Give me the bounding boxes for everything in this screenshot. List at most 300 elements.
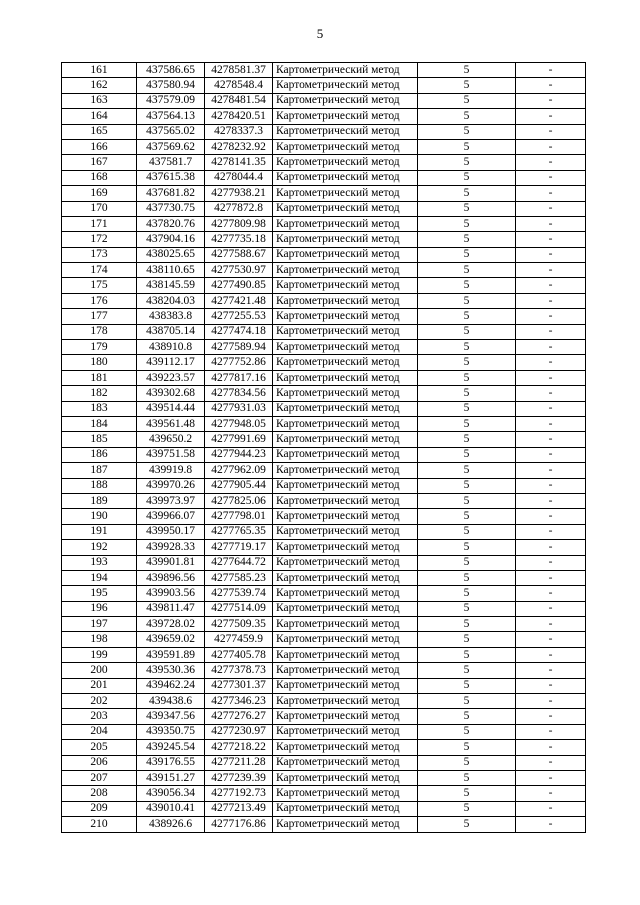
table-row — [62, 647, 586, 662]
point-number-cell: 203 — [62, 709, 137, 724]
method-cell: Картометрический метод — [273, 647, 418, 662]
y-coordinate-cell: 4277944.23 — [205, 447, 273, 462]
method-cell: Картометрический метод — [273, 801, 418, 816]
point-number-cell: 190 — [62, 509, 137, 524]
note-cell: - — [516, 124, 586, 139]
point-number-cell: 201 — [62, 678, 137, 693]
method-cell: Картометрический метод — [273, 786, 418, 801]
x-coordinate-cell: 439350.75 — [137, 724, 205, 739]
point-number-cell: 171 — [62, 216, 137, 231]
accuracy-cell: 5 — [418, 540, 516, 555]
point-number-cell: 164 — [62, 109, 137, 124]
y-coordinate-cell: 4277509.35 — [205, 617, 273, 632]
method-cell: Картометрический метод — [273, 617, 418, 632]
y-coordinate-cell: 4277644.72 — [205, 555, 273, 570]
table-row — [62, 678, 586, 693]
y-coordinate-cell: 4277301.37 — [205, 678, 273, 693]
y-coordinate-cell: 4277588.67 — [205, 247, 273, 262]
y-coordinate-cell: 4278232.92 — [205, 139, 273, 154]
point-number-cell: 182 — [62, 386, 137, 401]
method-cell: Картометрический метод — [273, 309, 418, 324]
table-row — [62, 617, 586, 632]
x-coordinate-cell: 439514.44 — [137, 401, 205, 416]
accuracy-cell: 5 — [418, 386, 516, 401]
table-row — [62, 186, 586, 201]
note-cell: - — [516, 263, 586, 278]
table-row — [62, 93, 586, 108]
y-coordinate-cell: 4277239.39 — [205, 770, 273, 785]
note-cell: - — [516, 401, 586, 416]
point-number-cell: 199 — [62, 647, 137, 662]
x-coordinate-cell: 438025.65 — [137, 247, 205, 262]
method-cell: Картометрический метод — [273, 263, 418, 278]
point-number-cell: 185 — [62, 432, 137, 447]
y-coordinate-cell: 4278581.37 — [205, 63, 273, 78]
note-cell: - — [516, 770, 586, 785]
x-coordinate-cell: 439919.8 — [137, 463, 205, 478]
table-row — [62, 324, 586, 339]
x-coordinate-cell: 439928.33 — [137, 540, 205, 555]
accuracy-cell: 5 — [418, 247, 516, 262]
note-cell: - — [516, 63, 586, 78]
accuracy-cell: 5 — [418, 78, 516, 93]
point-number-cell: 205 — [62, 740, 137, 755]
method-cell: Картометрический метод — [273, 755, 418, 770]
note-cell: - — [516, 786, 586, 801]
table-row — [62, 770, 586, 785]
x-coordinate-cell: 437581.7 — [137, 155, 205, 170]
accuracy-cell: 5 — [418, 447, 516, 462]
note-cell: - — [516, 647, 586, 662]
point-number-cell: 172 — [62, 232, 137, 247]
x-coordinate-cell: 439973.97 — [137, 493, 205, 508]
point-number-cell: 178 — [62, 324, 137, 339]
method-cell: Картометрический метод — [273, 524, 418, 539]
table-row — [62, 632, 586, 647]
y-coordinate-cell: 4278044.4 — [205, 170, 273, 185]
note-cell: - — [516, 555, 586, 570]
y-coordinate-cell: 4277459.9 — [205, 632, 273, 647]
x-coordinate-cell: 439530.36 — [137, 663, 205, 678]
method-cell: Картометрический метод — [273, 293, 418, 308]
method-cell: Картометрический метод — [273, 694, 418, 709]
point-number-cell: 197 — [62, 617, 137, 632]
note-cell: - — [516, 370, 586, 385]
y-coordinate-cell: 4277834.56 — [205, 386, 273, 401]
note-cell: - — [516, 463, 586, 478]
y-coordinate-cell: 4278141.35 — [205, 155, 273, 170]
note-cell: - — [516, 278, 586, 293]
accuracy-cell: 5 — [418, 786, 516, 801]
accuracy-cell: 5 — [418, 709, 516, 724]
x-coordinate-cell: 439176.55 — [137, 755, 205, 770]
method-cell: Картометрический метод — [273, 817, 418, 832]
table-row — [62, 463, 586, 478]
note-cell: - — [516, 694, 586, 709]
x-coordinate-cell: 437565.02 — [137, 124, 205, 139]
accuracy-cell: 5 — [418, 463, 516, 478]
y-coordinate-cell: 4277230.97 — [205, 724, 273, 739]
accuracy-cell: 5 — [418, 309, 516, 324]
point-number-cell: 162 — [62, 78, 137, 93]
accuracy-cell: 5 — [418, 694, 516, 709]
table-row — [62, 109, 586, 124]
accuracy-cell: 5 — [418, 586, 516, 601]
accuracy-cell: 5 — [418, 801, 516, 816]
accuracy-cell: 5 — [418, 155, 516, 170]
y-coordinate-cell: 4277825.06 — [205, 493, 273, 508]
method-cell: Картометрический метод — [273, 324, 418, 339]
method-cell: Картометрический метод — [273, 632, 418, 647]
note-cell: - — [516, 524, 586, 539]
x-coordinate-cell: 439591.89 — [137, 647, 205, 662]
point-number-cell: 183 — [62, 401, 137, 416]
accuracy-cell: 5 — [418, 201, 516, 216]
x-coordinate-cell: 439659.02 — [137, 632, 205, 647]
x-coordinate-cell: 439347.56 — [137, 709, 205, 724]
x-coordinate-cell: 437730.75 — [137, 201, 205, 216]
y-coordinate-cell: 4277539.74 — [205, 586, 273, 601]
x-coordinate-cell: 438926.6 — [137, 817, 205, 832]
accuracy-cell: 5 — [418, 401, 516, 416]
method-cell: Картометрический метод — [273, 139, 418, 154]
note-cell: - — [516, 139, 586, 154]
method-cell: Картометрический метод — [273, 370, 418, 385]
x-coordinate-cell: 439245.54 — [137, 740, 205, 755]
x-coordinate-cell: 439728.02 — [137, 617, 205, 632]
y-coordinate-cell: 4277421.48 — [205, 293, 273, 308]
method-cell: Картометрический метод — [273, 63, 418, 78]
point-number-cell: 168 — [62, 170, 137, 185]
y-coordinate-cell: 4277378.73 — [205, 663, 273, 678]
x-coordinate-cell: 437579.09 — [137, 93, 205, 108]
accuracy-cell: 5 — [418, 524, 516, 539]
method-cell: Картометрический метод — [273, 709, 418, 724]
x-coordinate-cell: 439811.47 — [137, 601, 205, 616]
method-cell: Картометрический метод — [273, 386, 418, 401]
method-cell: Картометрический метод — [273, 109, 418, 124]
method-cell: Картометрический метод — [273, 201, 418, 216]
x-coordinate-cell: 437580.94 — [137, 78, 205, 93]
table-row — [62, 493, 586, 508]
table-row — [62, 432, 586, 447]
page-number: 5 — [316, 26, 324, 41]
accuracy-cell: 5 — [418, 170, 516, 185]
y-coordinate-cell: 4277817.16 — [205, 370, 273, 385]
x-coordinate-cell: 439302.68 — [137, 386, 205, 401]
point-number-cell: 161 — [62, 63, 137, 78]
y-coordinate-cell: 4277735.18 — [205, 232, 273, 247]
table-row — [62, 170, 586, 185]
y-coordinate-cell: 4277211.28 — [205, 755, 273, 770]
point-number-cell: 184 — [62, 416, 137, 431]
note-cell: - — [516, 340, 586, 355]
x-coordinate-cell: 437904.16 — [137, 232, 205, 247]
y-coordinate-cell: 4277585.23 — [205, 570, 273, 585]
point-number-cell: 191 — [62, 524, 137, 539]
point-number-cell: 180 — [62, 355, 137, 370]
point-number-cell: 189 — [62, 493, 137, 508]
accuracy-cell: 5 — [418, 617, 516, 632]
y-coordinate-cell: 4277809.98 — [205, 216, 273, 231]
accuracy-cell: 5 — [418, 216, 516, 231]
accuracy-cell: 5 — [418, 370, 516, 385]
table-row — [62, 478, 586, 493]
method-cell: Картометрический метод — [273, 278, 418, 293]
note-cell: - — [516, 663, 586, 678]
x-coordinate-cell: 439751.58 — [137, 447, 205, 462]
method-cell: Картометрический метод — [273, 586, 418, 601]
point-number-cell: 202 — [62, 694, 137, 709]
table-row — [62, 524, 586, 539]
coordinates-table-body — [62, 63, 586, 833]
method-cell: Картометрический метод — [273, 416, 418, 431]
note-cell: - — [516, 617, 586, 632]
table-row — [62, 709, 586, 724]
accuracy-cell: 5 — [418, 632, 516, 647]
point-number-cell: 209 — [62, 801, 137, 816]
note-cell: - — [516, 493, 586, 508]
point-number-cell: 169 — [62, 186, 137, 201]
x-coordinate-cell: 439650.2 — [137, 432, 205, 447]
accuracy-cell: 5 — [418, 63, 516, 78]
method-cell: Картометрический метод — [273, 555, 418, 570]
method-cell: Картометрический метод — [273, 170, 418, 185]
method-cell: Картометрический метод — [273, 186, 418, 201]
point-number-cell: 206 — [62, 755, 137, 770]
accuracy-cell: 5 — [418, 755, 516, 770]
method-cell: Картометрический метод — [273, 447, 418, 462]
point-number-cell: 176 — [62, 293, 137, 308]
accuracy-cell: 5 — [418, 278, 516, 293]
table-row — [62, 724, 586, 739]
coordinates-table — [61, 62, 586, 833]
table-row — [62, 740, 586, 755]
x-coordinate-cell: 438110.65 — [137, 263, 205, 278]
table-row — [62, 416, 586, 431]
x-coordinate-cell: 439056.34 — [137, 786, 205, 801]
accuracy-cell: 5 — [418, 355, 516, 370]
x-coordinate-cell: 439966.07 — [137, 509, 205, 524]
table-row — [62, 63, 586, 78]
x-coordinate-cell: 439901.81 — [137, 555, 205, 570]
y-coordinate-cell: 4277589.94 — [205, 340, 273, 355]
point-number-cell: 192 — [62, 540, 137, 555]
y-coordinate-cell: 4277490.85 — [205, 278, 273, 293]
note-cell: - — [516, 478, 586, 493]
table-row — [62, 139, 586, 154]
method-cell: Картометрический метод — [273, 432, 418, 447]
y-coordinate-cell: 4278420.51 — [205, 109, 273, 124]
accuracy-cell: 5 — [418, 601, 516, 616]
method-cell: Картометрический метод — [273, 155, 418, 170]
method-cell: Картометрический метод — [273, 124, 418, 139]
accuracy-cell: 5 — [418, 139, 516, 154]
x-coordinate-cell: 439896.56 — [137, 570, 205, 585]
point-number-cell: 196 — [62, 601, 137, 616]
x-coordinate-cell: 439151.27 — [137, 770, 205, 785]
method-cell: Картометрический метод — [273, 770, 418, 785]
x-coordinate-cell: 439950.17 — [137, 524, 205, 539]
accuracy-cell: 5 — [418, 770, 516, 785]
table-row — [62, 509, 586, 524]
x-coordinate-cell: 437564.13 — [137, 109, 205, 124]
y-coordinate-cell: 4277276.27 — [205, 709, 273, 724]
x-coordinate-cell: 439438.6 — [137, 694, 205, 709]
y-coordinate-cell: 4277346.23 — [205, 694, 273, 709]
method-cell: Картометрический метод — [273, 401, 418, 416]
accuracy-cell: 5 — [418, 293, 516, 308]
table-row — [62, 263, 586, 278]
accuracy-cell: 5 — [418, 493, 516, 508]
method-cell: Картометрический метод — [273, 340, 418, 355]
method-cell: Картометрический метод — [273, 663, 418, 678]
note-cell: - — [516, 155, 586, 170]
point-number-cell: 163 — [62, 93, 137, 108]
table-row — [62, 340, 586, 355]
note-cell: - — [516, 232, 586, 247]
note-cell: - — [516, 817, 586, 832]
accuracy-cell: 5 — [418, 555, 516, 570]
method-cell: Картометрический метод — [273, 740, 418, 755]
point-number-cell: 174 — [62, 263, 137, 278]
table-row — [62, 386, 586, 401]
accuracy-cell: 5 — [418, 432, 516, 447]
table-row — [62, 78, 586, 93]
accuracy-cell: 5 — [418, 263, 516, 278]
accuracy-cell: 5 — [418, 570, 516, 585]
y-coordinate-cell: 4277255.53 — [205, 309, 273, 324]
table-row — [62, 232, 586, 247]
x-coordinate-cell: 437615.38 — [137, 170, 205, 185]
note-cell: - — [516, 386, 586, 401]
note-cell: - — [516, 601, 586, 616]
table-row — [62, 601, 586, 616]
note-cell: - — [516, 801, 586, 816]
y-coordinate-cell: 4277405.78 — [205, 647, 273, 662]
table-row — [62, 540, 586, 555]
accuracy-cell: 5 — [418, 93, 516, 108]
note-cell: - — [516, 632, 586, 647]
x-coordinate-cell: 439112.17 — [137, 355, 205, 370]
y-coordinate-cell: 4277931.03 — [205, 401, 273, 416]
note-cell: - — [516, 324, 586, 339]
x-coordinate-cell: 439903.56 — [137, 586, 205, 601]
point-number-cell: 173 — [62, 247, 137, 262]
note-cell: - — [516, 447, 586, 462]
method-cell: Картометрический метод — [273, 678, 418, 693]
point-number-cell: 167 — [62, 155, 137, 170]
y-coordinate-cell: 4277176.86 — [205, 817, 273, 832]
x-coordinate-cell: 439970.26 — [137, 478, 205, 493]
table-row — [62, 586, 586, 601]
table-row — [62, 755, 586, 770]
x-coordinate-cell: 437681.82 — [137, 186, 205, 201]
note-cell: - — [516, 247, 586, 262]
table-row — [62, 309, 586, 324]
accuracy-cell: 5 — [418, 509, 516, 524]
y-coordinate-cell: 4277872.8 — [205, 201, 273, 216]
accuracy-cell: 5 — [418, 324, 516, 339]
table-row — [62, 278, 586, 293]
method-cell: Картометрический метод — [273, 216, 418, 231]
accuracy-cell: 5 — [418, 340, 516, 355]
table-row — [62, 447, 586, 462]
method-cell: Картометрический метод — [273, 509, 418, 524]
accuracy-cell: 5 — [418, 232, 516, 247]
y-coordinate-cell: 4277962.09 — [205, 463, 273, 478]
x-coordinate-cell: 437820.76 — [137, 216, 205, 231]
point-number-cell: 170 — [62, 201, 137, 216]
y-coordinate-cell: 4277719.17 — [205, 540, 273, 555]
point-number-cell: 198 — [62, 632, 137, 647]
table-row — [62, 370, 586, 385]
method-cell: Картометрический метод — [273, 601, 418, 616]
method-cell: Картометрический метод — [273, 93, 418, 108]
x-coordinate-cell: 439010.41 — [137, 801, 205, 816]
note-cell: - — [516, 109, 586, 124]
method-cell: Картометрический метод — [273, 724, 418, 739]
table-row — [62, 201, 586, 216]
note-cell: - — [516, 678, 586, 693]
point-number-cell: 193 — [62, 555, 137, 570]
note-cell: - — [516, 309, 586, 324]
y-coordinate-cell: 4277474.18 — [205, 324, 273, 339]
accuracy-cell: 5 — [418, 124, 516, 139]
point-number-cell: 208 — [62, 786, 137, 801]
x-coordinate-cell: 439223.57 — [137, 370, 205, 385]
note-cell: - — [516, 201, 586, 216]
note-cell: - — [516, 293, 586, 308]
y-coordinate-cell: 4277530.97 — [205, 263, 273, 278]
y-coordinate-cell: 4277218.22 — [205, 740, 273, 755]
x-coordinate-cell: 438145.59 — [137, 278, 205, 293]
y-coordinate-cell: 4277948.05 — [205, 416, 273, 431]
accuracy-cell: 5 — [418, 647, 516, 662]
x-coordinate-cell: 437569.62 — [137, 139, 205, 154]
table-row — [62, 555, 586, 570]
method-cell: Картометрический метод — [273, 78, 418, 93]
point-number-cell: 181 — [62, 370, 137, 385]
x-coordinate-cell: 437586.65 — [137, 63, 205, 78]
note-cell: - — [516, 586, 586, 601]
table-row — [62, 570, 586, 585]
accuracy-cell: 5 — [418, 663, 516, 678]
y-coordinate-cell: 4277765.35 — [205, 524, 273, 539]
note-cell: - — [516, 416, 586, 431]
note-cell: - — [516, 93, 586, 108]
point-number-cell: 179 — [62, 340, 137, 355]
table-row — [62, 293, 586, 308]
note-cell: - — [516, 216, 586, 231]
y-coordinate-cell: 4278548.4 — [205, 78, 273, 93]
note-cell: - — [516, 509, 586, 524]
method-cell: Картометрический метод — [273, 232, 418, 247]
x-coordinate-cell: 438383.8 — [137, 309, 205, 324]
table-row — [62, 801, 586, 816]
y-coordinate-cell: 4277192.73 — [205, 786, 273, 801]
note-cell: - — [516, 170, 586, 185]
y-coordinate-cell: 4277938.21 — [205, 186, 273, 201]
point-number-cell: 195 — [62, 586, 137, 601]
point-number-cell: 175 — [62, 278, 137, 293]
table-row — [62, 155, 586, 170]
accuracy-cell: 5 — [418, 186, 516, 201]
table-row — [62, 124, 586, 139]
point-number-cell: 177 — [62, 309, 137, 324]
y-coordinate-cell: 4277905.44 — [205, 478, 273, 493]
point-number-cell: 204 — [62, 724, 137, 739]
